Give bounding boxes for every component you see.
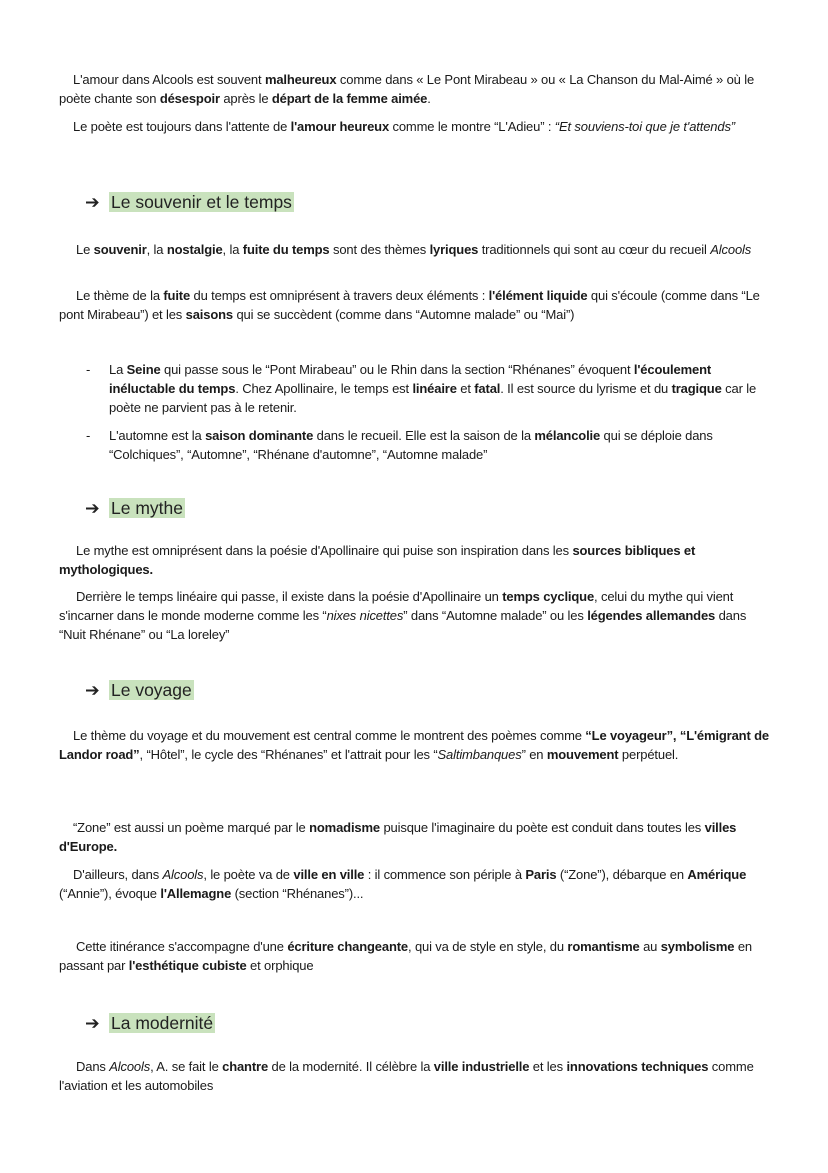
paragraph-temps-cyclique: Derrière le temps linéaire qui passe, il existe dans la poésie d'Apollinaire un temps cyclique, celui du mythe qui vient s'incarner dans le monde moderne comme les “nixes nicettes” dans “Automne malade” ou les légendes allemandes dans “Nuit Rhénane” ou “La loreley” — [59, 589, 747, 642]
arrow-right-icon: ➔ — [85, 680, 100, 700]
paragraph-itinerance: Cette itinérance s'accompagne d'une écriture changeante, qui va de style en style, du romantisme au symbolisme en passant par l'esthétique cubiste et orphique — [59, 939, 752, 973]
paragraph-souvenir: Le souvenir, la nostalgie, la fuite du temps sont des thèmes lyriques traditionnels qui sont au cœur du recueil Alcools — [76, 242, 752, 257]
arrow-right-icon: ➔ — [85, 1013, 100, 1033]
heading-voyage: ➔ Le voyage — [85, 677, 194, 703]
paragraph-zone-nomadisme: “Zone” est aussi un poème marqué par le nomadisme puisque l'imaginaire du poète est conduit dans toutes les villes d'Europe. — [59, 820, 737, 854]
arrow-right-icon: ➔ — [85, 498, 100, 518]
paragraph-fuite-temps: Le thème de la fuite du temps est omniprésent à travers deux éléments : l'élément liquide qui s'écoule (comme dans “Le pont Mirabeau”) et les saisons qui se succèdent (comme dans “Automne malade” ou “Mai”) — [59, 288, 760, 322]
heading-souvenir-temps: ➔ Le souvenir et le temps — [85, 189, 294, 215]
list-item-automne: - L'automne est la saison dominante dans le recueil. Elle est la saison de la mélancolie qui se déploie dans “Colchiques”, “Automne”, “Rhénane d'automne”, “Automne malade” — [86, 428, 713, 462]
list-item-seine: - La Seine qui passe sous le “Pont Mirabeau” ou le Rhin dans la section “Rhénanes” évoquent l'écoulement inéluctable du temps. Chez Apollinaire, le temps est linéaire et fatal. Il est source du lyrisme et du tragique car le poète ne parvient pas à le retenir. — [86, 362, 757, 415]
heading-modernite: ➔ La modernité — [85, 1010, 215, 1036]
paragraph-chantre-modernite: Dans Alcools, A. se fait le chantre de la modernité. Il célèbre la ville industrielle et les innovations techniques comme l'aviation et les automobiles — [59, 1059, 754, 1093]
paragraph-amour-malheureux: L'amour dans Alcools est souvent malheureux comme dans « Le Pont Mirabeau » ou « La Chanson du Mal-Aimé » où le poète chante son désespoir après le départ de la femme aimée. — [59, 72, 755, 106]
heading-mythe: ➔ Le mythe — [85, 495, 185, 521]
paragraph-mythe-sources: Le mythe est omniprésent dans la poésie d'Apollinaire qui puise son inspiration dans les sources bibliques et mythologiques. — [59, 543, 696, 577]
arrow-right-icon: ➔ — [85, 192, 100, 212]
paragraph-voyage-mouvement: Le thème du voyage et du mouvement est central comme le montrent des poèmes comme “Le voyageur”, “L'émigrant de Landor road”, “Hôtel”, le cycle des “Rhénanes” et l'attrait pour les “Saltimbanques” en mouvement perpétuel. — [59, 728, 769, 762]
paragraph-amour-heureux: Le poète est toujours dans l'attente de l'amour heureux comme le montre “L'Adieu” : “Et souviens-toi que je t'attends” — [73, 119, 735, 134]
paragraph-ville-en-ville: D'ailleurs, dans Alcools, le poète va de ville en ville : il commence son périple à Paris (“Zone”), débarque en Amérique (“Annie”), évoque l'Allemagne (section “Rhénanes”)... — [59, 867, 747, 901]
